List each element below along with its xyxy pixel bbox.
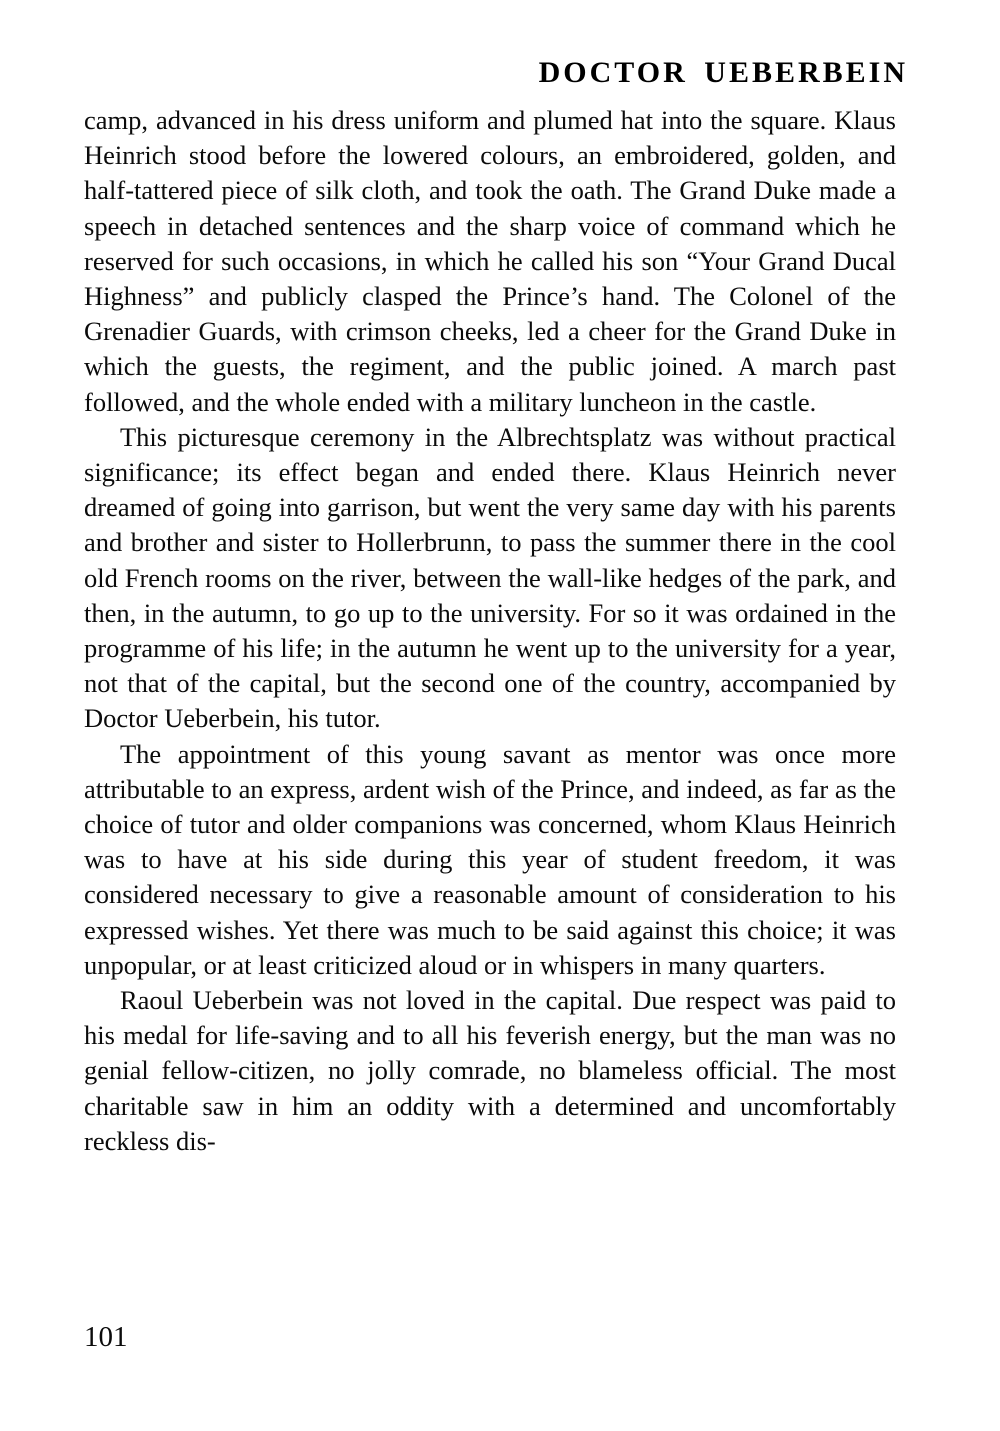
page-number: 101 [84, 1321, 128, 1353]
running-head: DOCTOR UEBERBEIN [538, 56, 908, 89]
paragraph: The appointment of this young savant as mentor was once more attributable to an express, ardent wish of the Prince, and indeed, as far as the choice of tutor and older companions was concerned, whom Klaus Heinrich was to have at his side during this year of student freedom, it was considered necessary to give a reasonable amount of consideration to his expressed wishes. Yet there was much to be said against this choice; it was unpopular, or at least criticized aloud or in whispers in many quarters. [84, 738, 896, 980]
paragraph: This picturesque ceremony in the Albrechtsplatz was without practical significance; its effect began and ended there. Klaus Heinrich never dreamed of going into garrison, but went the very same day with his parents and brother and sister to Hollerbrunn, to pass the summer there in the cool old French rooms on the river, between the wall-like hedges of the park, and then, in the autumn, to go up to the university. For so it was ordained in the programme of his life; in the autumn he went up to the university for a year, not that of the capital, but the second one of the country, accompanied by Doctor Ueberbein, his tutor. [84, 421, 896, 734]
paragraph: Raoul Ueberbein was not loved in the capital. Due respect was paid to his medal for life-saving and to all his feverish energy, but the man was no genial fellow-citizen, no jolly comrade, no blameless official. The most charitable saw in him an oddity with a determined and uncomfortably reckless dis- [84, 985, 896, 1156]
body-text-column [84, 103, 896, 1159]
paragraph: camp, advanced in his dress uniform and plumed hat into the square. Klaus Heinrich stood before the lowered colours, an embroidered, golden, and half-tattered piece of silk cloth, and took the oath. The Grand Duke made a speech in detached sentences and the sharp voice of command which he reserved for such occasions, in which he called his son “Your Grand Ducal Highness” and publicly clasped the Prince’s hand. The Colonel of the Grenadier Guards, with crimson cheeks, led a cheer for the Grand Duke in which the guests, the regiment, and the public joined. A march past followed, and the whole ended with a military luncheon in the castle. [84, 105, 896, 417]
